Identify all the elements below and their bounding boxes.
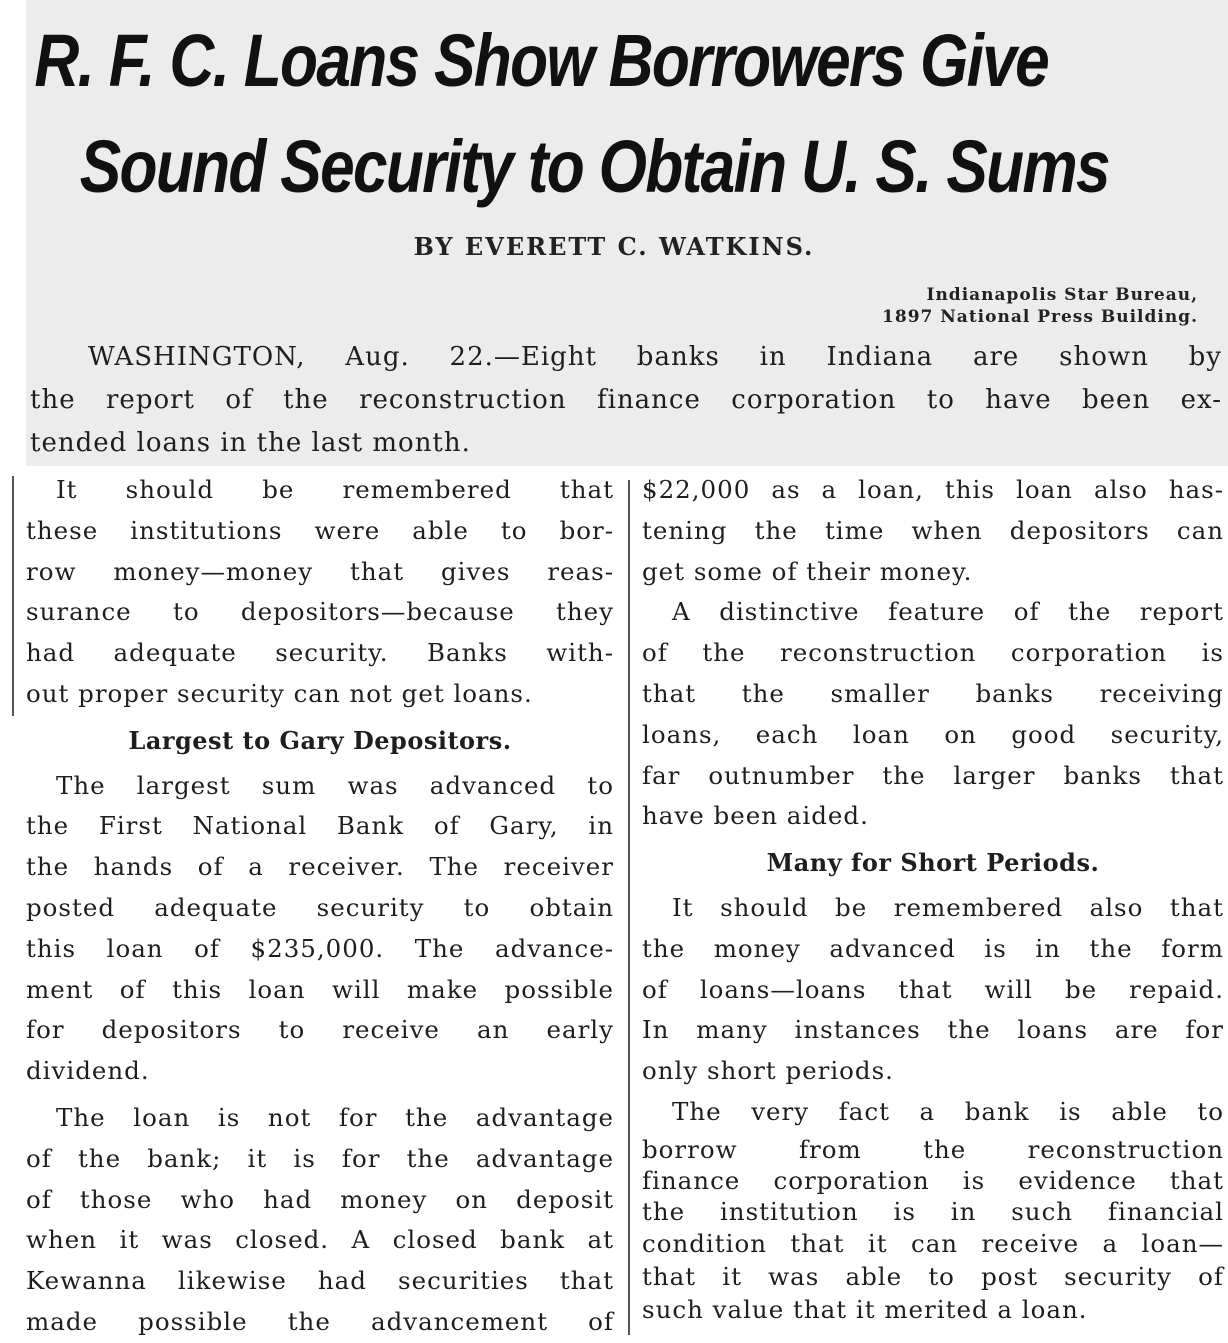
text-line: the institution is in such financial [642,1196,1224,1226]
headline-line-2: Sound Security to Obtain U. S. Sums [79,125,1109,208]
lead-line: WASHINGTON, Aug. 22.—Eight banks in Indiana are shown by [88,342,1222,372]
text-line: loans, each loan on good security, [642,719,1224,749]
text-line: Kewanna likewise had securities that [26,1266,614,1296]
text-line: The loan is not for the advantage [56,1102,614,1132]
dateline-bureau [882,284,1198,328]
text-line: $22,000 as a loan, this loan also has- [642,475,1224,504]
text-line: The largest sum was advanced to [56,770,614,800]
text-line: when it was closed. A closed bank at [26,1225,614,1255]
left-column [26,470,614,1343]
column-rule-middle [628,480,630,1335]
text-line: A distinctive feature of the report [672,597,1224,627]
text-line: only short periods. [642,1056,894,1086]
text-line: posted adequate security to obtain [26,892,614,922]
text-line: It should be remembered that [56,475,614,504]
right-column [642,470,1224,1326]
text-line: dividend. [26,1056,150,1086]
text-line: finance corporation is evidence that [642,1165,1224,1195]
text-line: get some of their money. [642,556,973,586]
text-line: row money—money that gives reas- [26,556,614,586]
byline: BY EVERETT C. WATKINS. [413,232,815,261]
subheading: Many for Short Periods. [766,848,1100,878]
text-line: such value that it merited a loan. [642,1294,1088,1324]
text-line: made possible the advancement of [26,1306,614,1336]
text-line: had adequate security. Banks with- [26,638,614,668]
text-line: the First National Bank of Gary, in [26,811,614,841]
text-line: It should be remembered also that [672,892,1224,922]
headline-line-1: R. F. C. Loans Show Borrowers Give [34,19,1049,102]
text-line: that the smaller banks receiving [642,678,1224,708]
lead-line: the report of the reconstruction finance corporation to have been ex- [30,385,1222,415]
text-line: surance to depositors—because they [26,597,614,627]
text-line: of loans—loans that will be repaid. [642,974,1224,1004]
text-line: for depositors to receive an early [26,1015,614,1045]
text-line: of the reconstruction corporation is [642,638,1224,668]
text-line: that it was able to post security of [642,1261,1224,1291]
text-line: borrow from the reconstruction [642,1134,1224,1164]
text-line: of the bank; it is for the advantage [26,1143,614,1173]
subheading: Largest to Gary Depositors. [128,725,512,755]
text-line: far outnumber the larger banks that [642,760,1224,790]
text-line: In many instances the loans are for [642,1015,1224,1045]
text-line: out proper security can not get loans. [26,678,533,708]
text-line: of those who had money on deposit [26,1184,614,1214]
bureau-line-1: Indianapolis Star Bureau, [926,285,1198,305]
lead-paragraph [30,336,1222,465]
headline [26,8,1109,220]
text-line: have been aided. [642,801,869,831]
text-line: the hands of a receiver. The receiver [26,852,614,882]
lead-line: tended loans in the last month. [30,428,471,458]
text-line: The very fact a bank is able to [672,1096,1224,1126]
text-line: this loan of $235,000. The advance- [26,933,614,963]
bureau-line-2: 1897 National Press Building. [882,307,1198,327]
text-line: ment of this loan will make possible [26,974,614,1004]
text-line: these institutions were able to bor- [26,515,614,545]
text-line: tening the time when depositors can [642,515,1224,545]
text-line: condition that it can receive a loan— [642,1228,1224,1258]
column-rule-left [12,476,14,716]
text-line: the money advanced is in the form [642,933,1224,963]
